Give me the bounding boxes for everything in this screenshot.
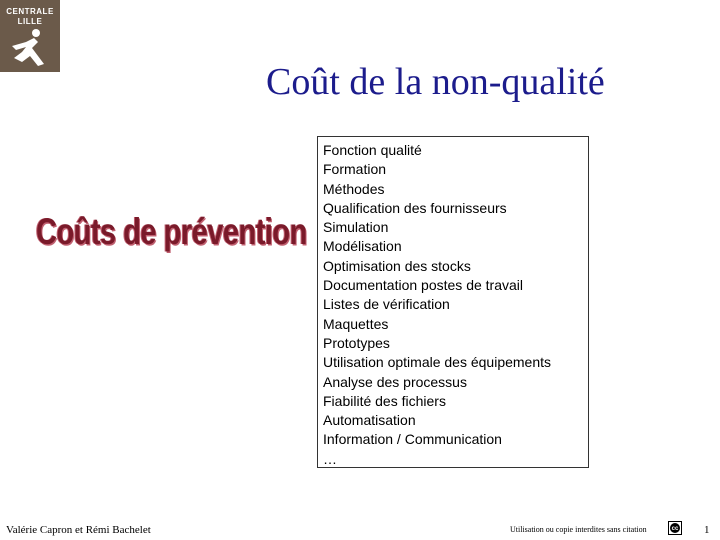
list-item: Fonction qualité (323, 142, 422, 158)
list-item: Listes de vérification (323, 296, 450, 313)
prevention-list-box (317, 136, 589, 468)
slide-title: Coût de la non-qualité (266, 61, 605, 103)
logo (0, 0, 60, 72)
list-item: Information / Communication (323, 431, 502, 448)
list-item: Analyse des processus (323, 373, 467, 390)
list-item: Documentation postes de travail (323, 277, 523, 294)
list-item: Optimisation des stocks (323, 257, 471, 274)
list-item: Utilisation optimale des équipements (323, 354, 552, 371)
runner-icon (8, 28, 52, 68)
list-item: Formation (323, 161, 387, 178)
svg-text:cc: cc (671, 526, 679, 533)
logo-text-line1: CENTRALE (6, 7, 54, 16)
cc-icon (668, 521, 682, 535)
footer-notice: Utilisation ou copie interdites sans citation (510, 525, 647, 534)
logo-text-line2: LILLE (17, 17, 43, 26)
list-item: Maquettes (323, 315, 389, 332)
list-item: … (323, 450, 337, 467)
list-item: Qualification des fournisseurs (323, 199, 507, 216)
page-number: 1 (704, 524, 710, 536)
list-item: Méthodes (323, 180, 385, 197)
list-item: Prototypes (323, 334, 390, 351)
side-label: Coûts de prévention (36, 212, 307, 253)
list-item: Fiabilité des fichiers (323, 392, 446, 409)
footer-authors: Valérie Capron et Rémi Bachelet (6, 524, 151, 536)
list-item: Modélisation (323, 238, 402, 255)
list-item: Simulation (323, 219, 389, 236)
list-item: Automatisation (323, 412, 416, 429)
